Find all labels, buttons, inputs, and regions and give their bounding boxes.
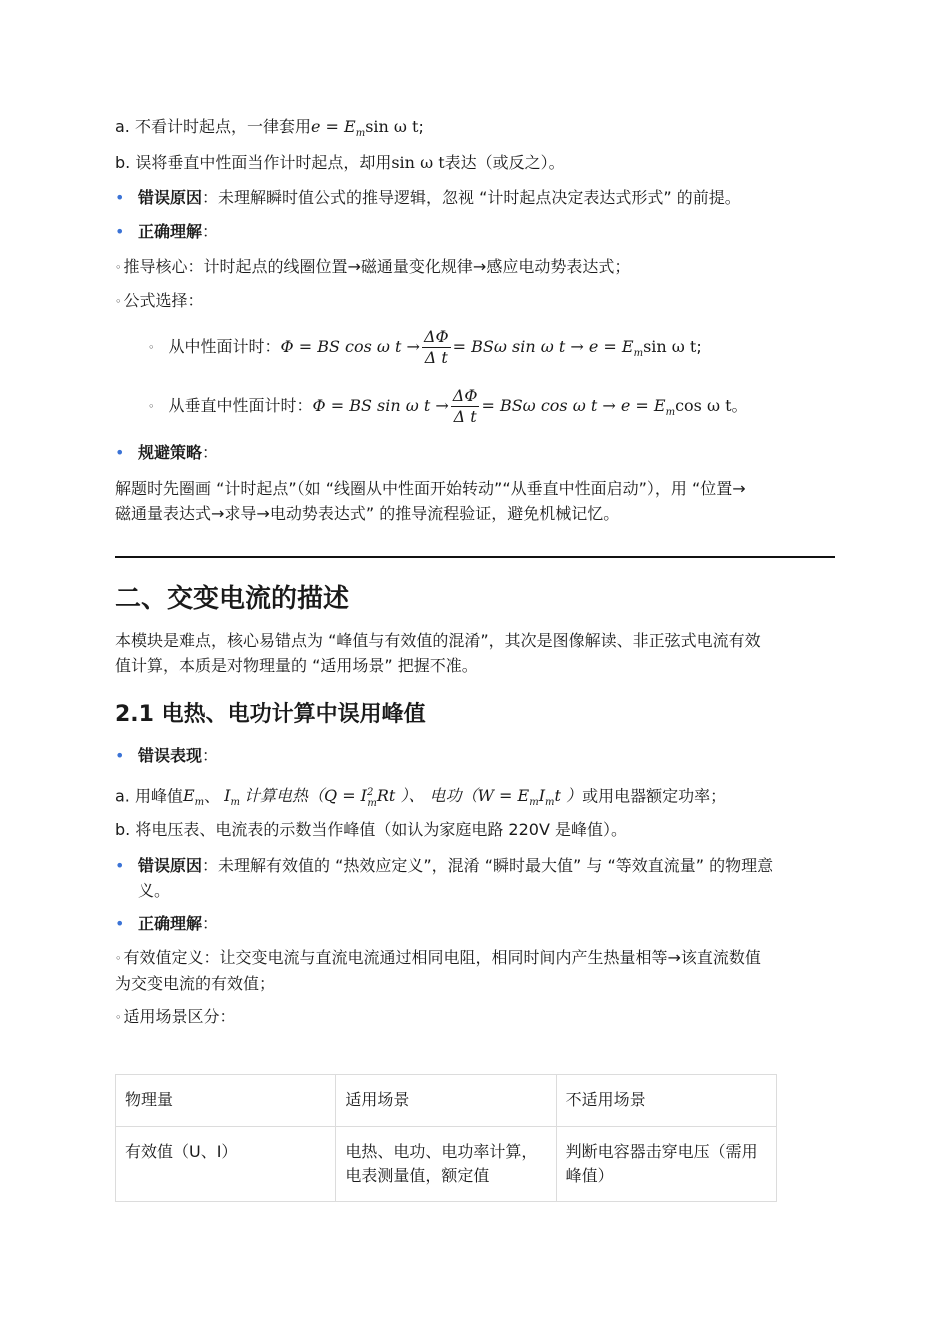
circle-bullet-icon: ◦: [148, 340, 155, 354]
cause-label: 错误原因: [138, 188, 203, 207]
section-intro: 本模块是难点，核心易错点为 “峰值与有效值的混淆”，其次是图像解读、非正弦式电流有效 值计算，本质是对物理量的 “适用场景” 把握不准。: [115, 631, 761, 675]
heat-work-formula: 计算电热（$Q = I^2_mRt$ ）、 电功（$W = E_mI_mt$ ）: [243, 786, 583, 809]
scene-table: [115, 1074, 777, 1202]
section-title: 二、交变电流的描述: [115, 584, 350, 614]
bullet-dot-icon: •: [115, 914, 125, 933]
neutral-formula: Φ = BS cos ω t → $\frac{\Delta\Phi}{\text{Δ t}}$ = BSω sin ω $t \to e = E_m\sin$ ω t: [280, 327, 697, 367]
correct2-label: 正确理解: [138, 914, 203, 933]
error-item-b: b. 误将垂直中性面当作计时起点，却用sin ω t表达（或反之）。: [115, 153, 565, 172]
circle-bullet-icon: ◦: [115, 294, 122, 308]
table-row: [116, 1127, 777, 1202]
section-divider: [115, 556, 835, 558]
circle-bullet-icon: ◦: [115, 260, 122, 274]
error-a-text: a. 不看计时起点，一律套用: [115, 117, 311, 136]
bullet-dot-icon: •: [115, 856, 125, 875]
table-cell: 电热、电功、电功率计算，电表测量值，额定值: [336, 1127, 556, 1202]
circle-bullet-icon: ◦: [148, 399, 155, 413]
correct-label: 正确理解: [138, 222, 203, 241]
derive-item: ◦ 推导核心：计时起点的线圈位置→磁通量变化规律→感应电动势表达式；: [115, 257, 631, 276]
table-header-cell: 物理量: [116, 1075, 336, 1127]
subsection-title: 2.1 电热、电功计算中误用峰值: [115, 702, 426, 727]
table-header-cell: 不适用场景: [556, 1075, 776, 1127]
bullet-dot-icon: •: [115, 188, 125, 207]
bullet-dot-icon: •: [115, 443, 125, 462]
effective-def-item: ◦ 有效值定义：让交变电流与直流电流通过相同电阻，相同时间内产生热量相等→该直流数值 为交变电流的有效值；: [115, 948, 761, 993]
bullet-dot-icon: •: [115, 746, 125, 765]
show-item-b: b. 将电压表、电流表的示数当作峰值（如认为家庭电路 220V 是峰值）。: [115, 820, 627, 839]
error-show-label: 错误表现: [138, 746, 203, 765]
circle-bullet-icon: ◦: [115, 952, 122, 965]
peak-current: $I_m$: [224, 786, 240, 809]
table-cell: 有效值（U、I）: [116, 1127, 336, 1202]
show-item-a: a. 用峰值$E_m$、 $I_m$ 计算电热（$Q = I^2_mRt$ ）、 电功（$W = E_mI_mt$ ）或用电器额定功率；: [115, 786, 727, 809]
circle-bullet-icon: ◦: [115, 1010, 122, 1024]
cause2-label: 错误原因: [138, 856, 203, 875]
error-b-formula: sin ω t: [391, 153, 445, 172]
avoid-label: 规避策略: [138, 443, 203, 462]
bullet-dot-icon: •: [115, 222, 125, 241]
scene-label-item: ◦ 适用场景区分：: [115, 1007, 236, 1026]
avoid-paragraph: 解题时先圈画 “计时起点”（如 “线圈从中性面开始转动”“从垂直中性面启动”），用 “位置→ 磁通量表达式→求导→电动势表达式” 的推导流程验证，避免机械记忆。: [115, 479, 746, 523]
error-a-formula: $e = E_m\sin$ ω t: [310, 117, 419, 140]
cause2-item: • 错误原因：未理解有效值的 “热效应定义”，混淆 “瞬时最大值” 与 “等效直流量” 的物理意 义。: [115, 853, 835, 903]
peak-emf: $E_m$: [182, 786, 205, 809]
vertical-formula: Φ = BS sin ω t → $\frac{\Delta\Phi}{\text{Δ t}}$ = BSω cos ω $t \to e = E_m\cos$ ω t: [312, 386, 732, 426]
table-header-row: [116, 1075, 777, 1127]
error-item-a: a. 不看计时起点，一律套用$e = E_m\sin$ ω t;: [115, 117, 424, 140]
table-header-cell: 适用场景: [336, 1075, 556, 1127]
neutral-formula-item: ◦ 从中性面计时：Φ = BS cos ω t → $\frac{\Delta\Phi}{\text{Δ t}}$ = BSω sin ω $t \to e = E_m\sin$ ω t;: [148, 327, 702, 367]
formula-select-item: ◦ 公式选择：: [115, 291, 204, 310]
vertical-formula-item: ◦ 从垂直中性面计时：Φ = BS sin ω t → $\frac{\Delta\Phi}{\text{Δ t}}$ = BSω cos ω $t \to e = E_m\cos$ ω t。: [148, 386, 748, 426]
table-cell: 判断电容器击穿电压（需用峰值）: [556, 1127, 776, 1202]
